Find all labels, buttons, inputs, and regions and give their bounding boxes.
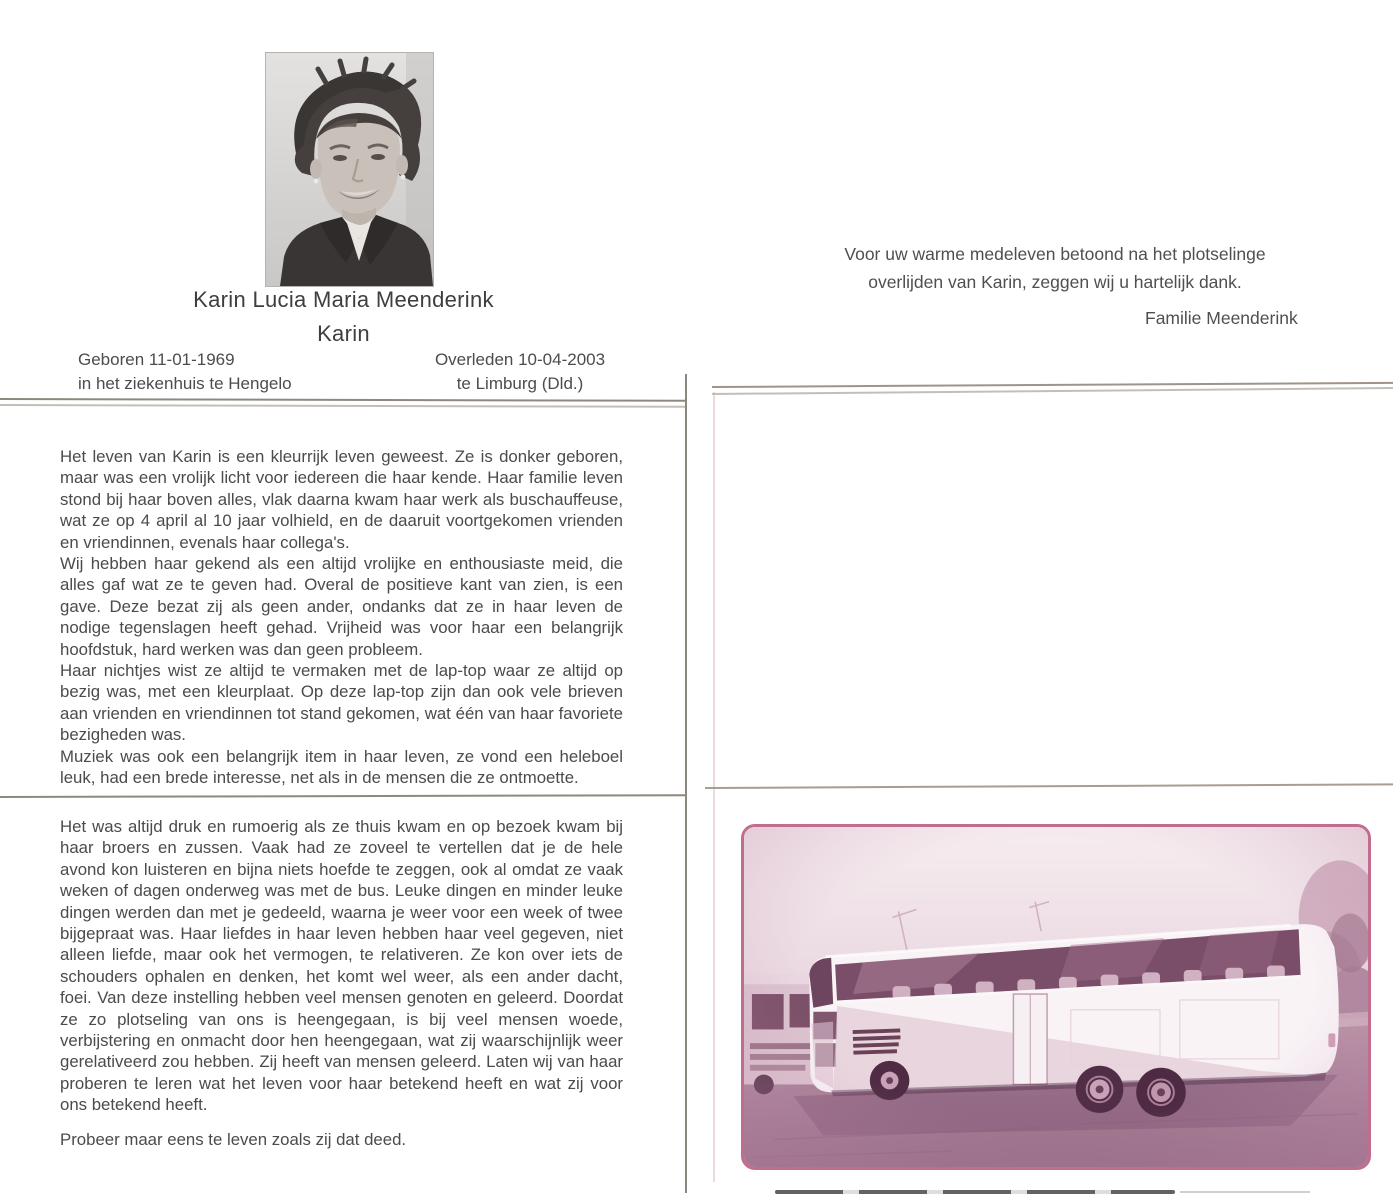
deceased-nickname: Karin	[317, 321, 370, 346]
fold-line	[705, 783, 1393, 788]
death-info	[425, 348, 615, 396]
thank-you-line: Voor uw warme medeleven betoond na het plotselinge	[844, 244, 1266, 264]
scan-streak-artifact	[775, 1190, 1175, 1194]
paragraph: Het was altijd druk en rumoerig als ze thuis kwam en op bezoek kwam bij haar broers en zussen. Vaak had ze zoveel te vertellen dat je de hele avond kon luisteren en bijna niets hoefde te zeggen, ook al omdat ze vaak weken of dagen onderweg was met de bus. Leuke dingen en minder leuke dingen werden dan met je gedeeld, waarna je weer voor een week of twee bijgepraat was. Haar liefdes in haar leven hebben haar veel gegeven, niet alleen liefde, maar ook het vermogen, te relativeren. Ze kon over iets de schouders ophalen en denken, het komt wel weer, als een ander dacht, foei. Van deze instelling hebben veel mensen genoten en geleerd. Doordat ze zo plotseling van ons is heengegaan, is bij veel mensen woede, verbijstering en onmacht door hen heengegaan, wat zij waarschijnlijk weer gerelativeerd zou hebben. Zij heeft van mensen geleerd. Laten wij van haar proberen te leren wat het leven voor haar betekend heeft en wat zij voor ons betekend heeft.	[60, 817, 623, 1115]
bus-photo-illustration	[744, 827, 1368, 1167]
paragraph: Het leven van Karin is een kleurrijk leven geweest. Ze is donker geboren, maar was een vrolijk licht voor iedereen die haar kende. Haar familie leven stond bij haar boven alles, vlak daarna kwam haar werk als buschauffeuse, wat ze op 4 april al 10 jaar volhield, en de daaruit voortgekomen vrienden en vriendinnen, evenals haar collega's.	[60, 447, 623, 552]
thank-you-line: overlijden van Karin, zeggen wij u hartelijk dank.	[868, 272, 1242, 292]
death-place: te Limburg (Dld.)	[456, 374, 584, 393]
scan-streak-tail	[1180, 1191, 1310, 1193]
closing-line: Probeer maar eens te leven zoals zij dat deed.	[60, 1129, 407, 1149]
fold-line	[712, 382, 1393, 388]
bus-photo	[741, 824, 1371, 1170]
paragraph: Wij hebben haar gekend als een altijd vrolijke en enthousiaste meid, die alles gaf wat ze te geven had. Overal de positieve kant van zien, is een gave. Deze bezat zij als geen ander, ondanks dat ze in haar leven de nodige tegenslagen heeft gehad. Vrijheid was voor haar een belangrijk hoofdstuk, hard werken was dan geen probleem.	[60, 554, 623, 659]
portrait-photo	[265, 52, 434, 287]
card-right-edge	[685, 374, 687, 1193]
birth-date: Geboren 11-01-1969	[78, 350, 235, 369]
death-date: Overleden 10-04-2003	[434, 350, 606, 369]
thank-you-text	[760, 240, 1350, 296]
card-edge-line	[0, 398, 687, 402]
portrait-illustration	[266, 53, 433, 286]
family-signature: Familie Meenderink	[1145, 308, 1298, 328]
birth-info	[78, 348, 328, 396]
memorial-text-lower	[60, 816, 623, 1150]
card-edge-line-shadow	[0, 404, 687, 407]
paragraph: Muziek was ook een belangrijk item in haar leven, ze vond een heleboel leuk, had een brede interesse, net als in de mensen die ze ontmoette.	[60, 746, 623, 788]
fold-line-shadow	[712, 387, 1393, 394]
memorial-text-upper	[60, 446, 623, 789]
paragraph: Haar nichtjes wist ze altijd te vermaken met de lap-top waar ze altijd op bezig was, met een kleurplaat. Op deze lap-top zijn dan ook vele brieven aan vrienden en vriendinnen tot stand gekomen, wat één van haar favoriete bezigheden was.	[60, 661, 623, 745]
deceased-full-name: Karin Lucia Maria Meenderink	[193, 287, 494, 312]
fold-line	[0, 794, 687, 797]
birth-place: in het ziekenhuis te Hengelo	[78, 374, 292, 393]
